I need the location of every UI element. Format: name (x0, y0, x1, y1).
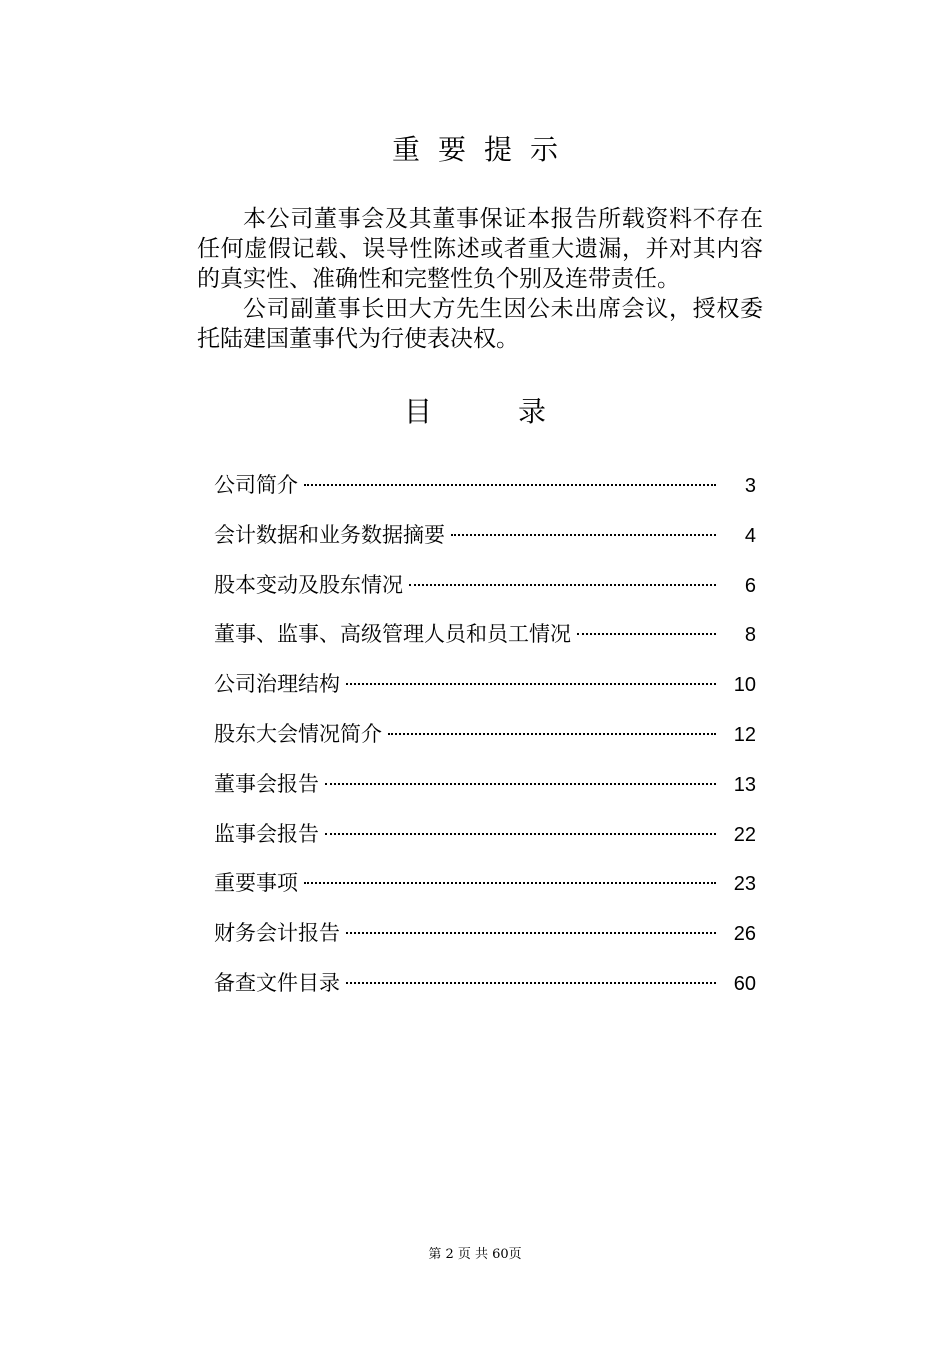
toc-entry-label: 重要事项 (214, 871, 298, 896)
toc-entry-page: 10 (733, 674, 756, 697)
toc-leader-dots (409, 584, 716, 586)
toc-title: 目录 (403, 395, 632, 428)
toc-entry-page: 26 (733, 923, 756, 946)
toc-entry-label: 监事会报告 (214, 821, 319, 846)
toc-entry-page: 13 (733, 773, 756, 796)
table-of-contents (214, 469, 756, 1017)
notice-paragraph: 公司副董事长田大方先生因公未出席会议，授权委托陆建国董事代为行使表决权。 (197, 296, 763, 352)
toc-entry-governance[interactable] (214, 668, 756, 718)
notice-body (197, 204, 763, 354)
toc-leader-dots (325, 783, 716, 785)
toc-entry-label: 财务会计报告 (214, 921, 340, 946)
toc-entry-financial-summary[interactable] (214, 519, 756, 569)
toc-entry-company-profile[interactable] (214, 469, 756, 519)
toc-entry-label: 股本变动及股东情况 (214, 572, 403, 597)
toc-entry-directors-staff[interactable] (214, 618, 756, 668)
toc-entry-page: 6 (744, 574, 756, 597)
toc-entry-major-events[interactable] (214, 867, 756, 917)
toc-entry-page: 23 (733, 873, 756, 896)
toc-entry-shareholders-meeting[interactable] (214, 718, 756, 768)
toc-leader-dots (346, 982, 716, 984)
toc-entry-page: 3 (744, 475, 756, 497)
toc-leader-dots (304, 484, 716, 486)
toc-leader-dots (451, 534, 716, 536)
toc-entry-page: 60 (733, 972, 756, 995)
toc-entry-financial-report[interactable] (214, 917, 756, 967)
toc-entry-label: 公司治理结构 (214, 672, 340, 697)
toc-leader-dots (577, 633, 716, 635)
toc-leader-dots (325, 833, 716, 835)
toc-entry-reference-documents[interactable] (214, 967, 756, 1017)
toc-entry-label: 股东大会情况简介 (214, 721, 382, 746)
toc-leader-dots (346, 683, 716, 685)
toc-entry-supervisory-report[interactable] (214, 818, 756, 868)
toc-leader-dots (388, 733, 716, 735)
toc-entry-label: 会计数据和业务数据摘要 (214, 522, 445, 547)
toc-entry-share-changes[interactable] (214, 569, 756, 619)
toc-entry-page: 12 (733, 723, 756, 746)
toc-entry-label: 董事、监事、高级管理人员和员工情况 (214, 622, 571, 647)
toc-entry-page: 8 (744, 624, 756, 647)
page-number-footer: 第 2 页 共 60页 (428, 1247, 522, 1262)
toc-entry-board-report[interactable] (214, 768, 756, 818)
notice-title: 重要提示 (391, 133, 576, 166)
toc-entry-page: 22 (733, 823, 756, 846)
toc-leader-dots (304, 882, 716, 884)
toc-entry-label: 备查文件目录 (214, 970, 340, 995)
toc-entry-label: 董事会报告 (214, 771, 319, 796)
toc-entry-page: 4 (744, 524, 756, 547)
toc-leader-dots (346, 932, 716, 934)
toc-entry-label: 公司简介 (214, 473, 298, 497)
notice-paragraph: 本公司董事会及其董事保证本报告所载资料不存在任何虚假记载、误导性陈述或者重大遗漏，并对其内容的真实性、准确性和完整性负个别及连带责任。 (197, 206, 763, 292)
